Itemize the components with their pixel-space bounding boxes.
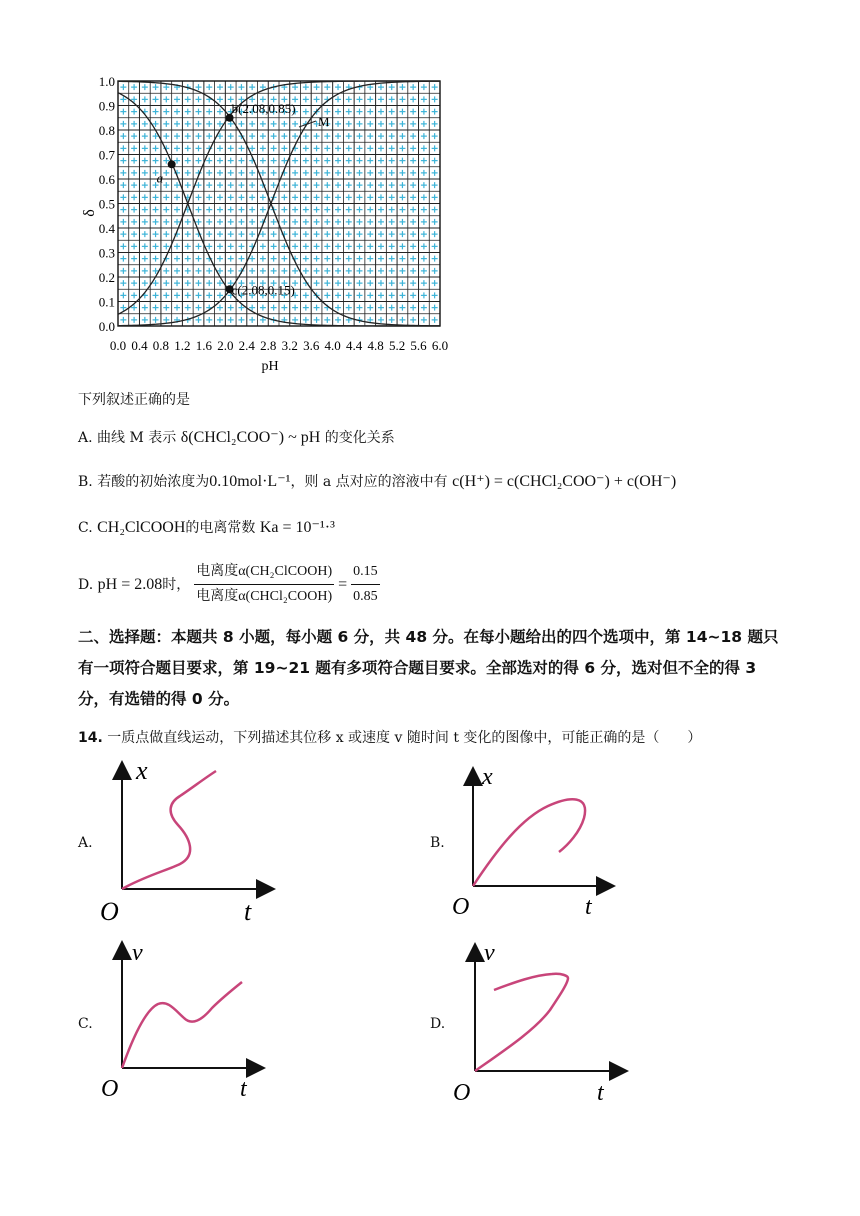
graph-d-origin: O [453,1080,471,1106]
x-tick-label: 1.6 [195,338,212,353]
x-tick-label: 3.2 [281,338,298,353]
option-b-mid: ，则 a 点对应的溶液中有 [290,474,448,490]
graph-a-curve [122,771,216,889]
fraction2-numerator: 0.15 [351,560,380,585]
graph-d-y-label: v [484,940,495,966]
fraction2-denominator: 0.85 [353,589,378,604]
graph-b-label: B. [430,835,445,851]
graph-c-curve [122,982,242,1068]
option-b-text: 若酸的初始浓度为 [97,474,210,490]
option-a-expr: δ(CHCl₂COO⁻) ~ pH [180,429,321,446]
x-tick-label: 3.6 [303,338,320,353]
graph-c-origin: O [101,1076,119,1102]
option-d-fraction2 [351,560,380,609]
option-a[interactable] [78,426,395,450]
motion-graphs [0,750,860,1120]
option-a-post: 的变化关系 [324,430,395,446]
question-14-text: 一质点做直线运动，下列描述其位移 x 或速度 v 随时间 t 变化的图像中，可能正确的是（ ） [107,730,702,746]
option-b[interactable] [78,470,676,494]
x-tick-label: 0.8 [152,338,170,353]
y-tick-label: 0.3 [98,245,115,261]
x-tick-label: 2.0 [217,338,234,353]
y-tick-label: 0.8 [98,123,115,138]
x-tick-label: 4.4 [346,338,363,353]
graph-a-label: A. [78,835,93,851]
graph-a [100,756,272,926]
point-label: a [156,170,164,186]
option-b-label: B. [78,474,93,490]
option-d-expr: pH = 2.08 [97,575,163,593]
option-b-expr: c(H⁺) = c(CHCl₂COO⁻) + c(OH⁻) [452,473,677,490]
option-d[interactable] [78,560,380,609]
x-axis-label: pH [261,359,279,374]
graph-d [453,940,625,1106]
y-tick-label: 0.4 [98,221,115,236]
question-14 [78,727,701,747]
x-tick-label: 2.4 [238,338,255,353]
x-tick-label: 2.8 [260,338,277,353]
y-tick-label: 0.7 [98,147,115,163]
data-point [168,160,176,168]
y-tick-label: 0.1 [98,294,115,310]
option-c[interactable] [78,516,335,540]
point-label: c(2.08,0.15) [231,282,295,298]
option-c-mid: 的电离常数 [185,520,256,536]
graph-d-x-label: t [597,1080,604,1106]
y-tick-label: 0.9 [98,98,115,114]
y-tick-label: 1.0 [98,74,115,89]
graph-c-label: C. [78,1016,93,1032]
option-b-conc: 0.10mol·L⁻¹ [209,473,291,490]
y-tick-label: 0.0 [98,319,115,334]
question-14-number: 14. [78,730,103,746]
x-tick-label: 5.2 [388,338,406,353]
y-axis-label: δ [81,209,98,217]
graph-b-y-label: x [482,764,493,790]
graph-d-curve-1 [475,978,568,1071]
option-d-mid: 时， [162,576,191,593]
x-tick-label: 1.2 [174,338,191,353]
option-d-label: D. [78,576,94,593]
graph-b [452,764,612,920]
fraction1-numerator: 电离度α(CH₂ClCOOH) [194,560,334,585]
point-label: b(2.08,0.85) [231,100,296,116]
graph-a-y-label: x [136,756,148,785]
question-intro: 下列叙述正确的是 [78,392,190,408]
option-d-equals: = [338,575,348,593]
option-a-label: A. [78,430,93,446]
graph-d-label: D. [430,1016,446,1032]
curve-m-leader [299,121,316,127]
graph-c-y-label: v [132,940,143,966]
y-tick-label: 0.6 [98,172,115,187]
graph-b-curve [473,799,585,886]
fraction1-denominator: 电离度α(CHCl₂COOH) [196,589,333,604]
graph-b-origin: O [452,894,470,920]
option-a-text: 曲线 M 表示 [97,430,177,446]
delta-ph-chart [0,60,480,380]
x-tick-label: 4.8 [367,338,384,353]
x-tick-label: 4.0 [324,338,341,353]
option-d-fraction1 [194,560,334,609]
section-title: 二、选择题：本题共 8 小题，每小题 6 分，共 48 分。在每小题给出的四个选项中，第 14~18 题只有一项符合题目要求，第 19~21 题有多项符合题目要求。全部选对的得 6 分，选对但不全的得 3 分，有选错的得 0 分。 [78,628,779,708]
graph-a-origin: O [100,897,119,926]
chart-ticks [99,74,448,353]
x-tick-label: 0.0 [109,338,127,353]
option-c-expr2: Ka = 10⁻¹·³ [259,519,335,536]
option-c-label: C. [78,520,93,536]
x-tick-label: 5.6 [410,338,427,353]
y-tick-label: 0.2 [98,270,115,285]
x-tick-label: 6.0 [431,338,449,353]
graph-d-curve-2 [494,974,568,990]
graph-a-x-label: t [244,897,252,926]
graph-c [101,940,262,1102]
option-c-expr1: CH₂ClCOOH [97,519,186,536]
y-tick-label: 0.5 [98,196,115,212]
curve-m-label: M [318,114,330,129]
graph-b-x-label: t [585,894,592,920]
graph-c-x-label: t [240,1076,247,1102]
x-tick-label: 0.4 [131,338,148,353]
